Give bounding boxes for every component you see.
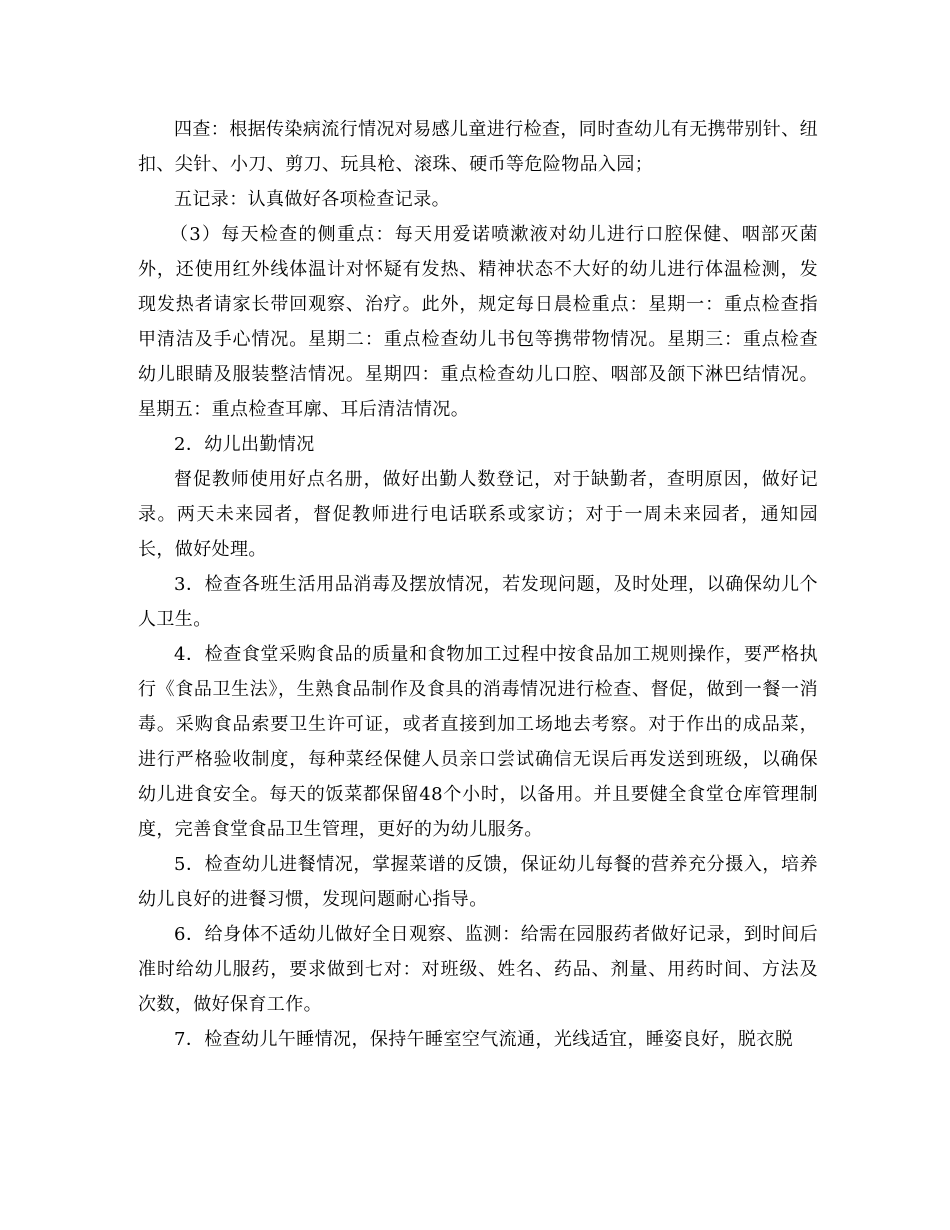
paragraph-meals: 5．检查幼儿进餐情况，掌握菜谱的反馈，保证幼儿每餐的营养充分摄入，培养幼儿良好的进餐习惯，发现问题耐心指导。 — [138, 854, 818, 910]
paragraph-daily-focus: （3）每天检查的侧重点：每天用爱诺喷漱液对幼儿进行口腔保健、咽部灭菌外，还使用红外线体温计对怀疑有发热、精神状态不大好的幼儿进行体温检测，发现发热者请家长带回观察、治疗。此外，规定每日晨检重点：星期一：重点检查指甲清洁及手心情况。星期二：重点检查幼儿书包等携带物情况。星期三：重点检查幼儿眼睛及服装整洁情况。星期四：重点检查幼儿口腔、咽部及颌下淋巴结情况。星期五：重点检查耳廓、耳后清洁情况。 — [138, 224, 818, 420]
paragraph-attendance: 督促教师使用好点名册，做好出勤人数登记，对于缺勤者，查明原因，做好记录。两天未来园者，督促教师进行电话联系或家访；对于一周未来园者，通知园长，做好处理。 — [138, 469, 818, 560]
paragraph-disinfection: 3．检查各班生活用品消毒及摆放情况，若发现问题，及时处理，以确保幼儿个人卫生。 — [138, 574, 818, 630]
paragraph-four-checks: 四查：根据传染病流行情况对易感儿童进行检查，同时查幼儿有无携带别针、纽扣、尖针、小刀、剪刀、玩具枪、滚珠、硬币等危险物品入园； — [138, 119, 818, 175]
document-body — [138, 112, 818, 1057]
paragraph-canteen: 4．检查食堂采购食品的质量和食物加工过程中按食品加工规则操作，要严格执行《食品卫生法》，生熟食品制作及食具的消毒情况进行检查、督促，做到一餐一消毒。采购食品索要卫生许可证，或者直接到加工场地去考察。对于作出的成品菜，进行严格验收制度，每种菜经保健人员亲口尝试确信无误后再发送到班级，以确保幼儿进食安全。每天的饭菜都保留48个小时，以备用。并且要健全食堂仓库管理制度，完善食堂食品卫生管理，更好的为幼儿服务。 — [138, 644, 818, 840]
paragraph-five-records: 五记录：认真做好各项检查记录。 — [174, 189, 450, 210]
paragraph-nap: 7．检查幼儿午睡情况，保持午睡室空气流通，光线适宜，睡姿良好，脱衣脱 — [174, 1029, 794, 1050]
paragraph-medication: 6．给身体不适幼儿做好全日观察、监测：给需在园服药者做好记录，到时间后准时给幼儿服药，要求做到七对：对班级、姓名、药品、剂量、用药时间、方法及次数，做好保育工作。 — [138, 924, 818, 1015]
heading-attendance: 2．幼儿出勤情况 — [174, 434, 315, 455]
